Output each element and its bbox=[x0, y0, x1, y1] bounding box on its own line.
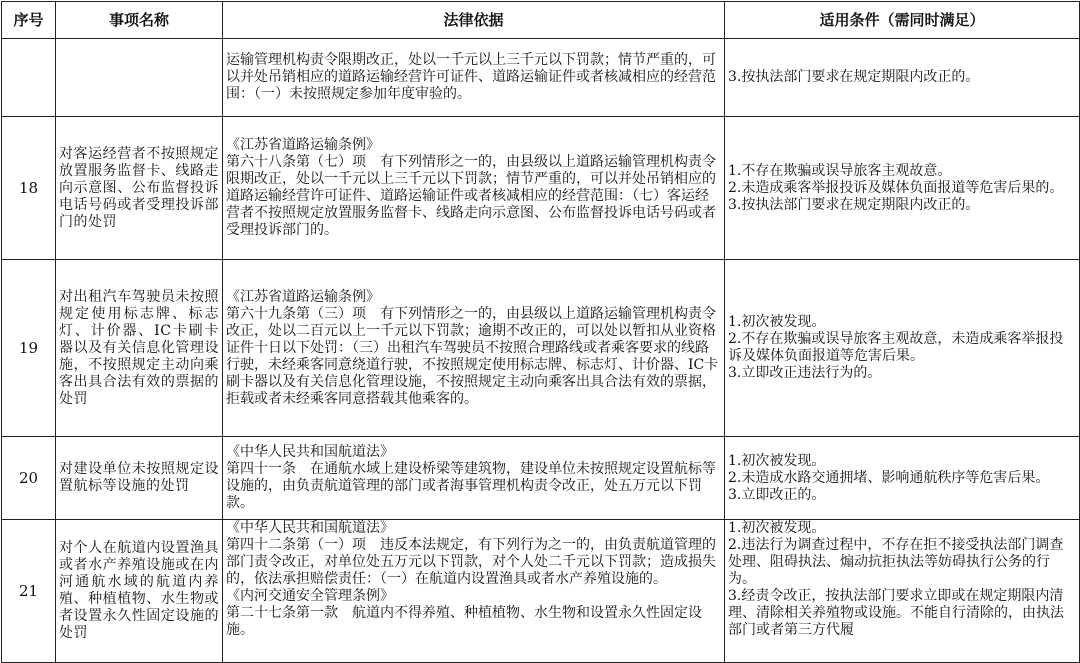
conditions-cell bbox=[725, 260, 1080, 437]
condition-item: 2.未造成水路交通拥堵、影响通航秩序等危害后果。 bbox=[728, 469, 1050, 486]
table-row bbox=[2, 117, 1080, 260]
conditions-cell bbox=[725, 117, 1080, 260]
condition-item: 3.立即改正的。 bbox=[728, 486, 826, 503]
condition-item: 3.经责令改正，按执法部门要求立即或在规定期限内清理、清除相关养殖物或设施。不能自行清除的，由执法部门或者第三方代履 bbox=[728, 588, 1064, 638]
legal-basis-cell bbox=[223, 260, 725, 437]
law-title: 《内河交通安全管理条例》 bbox=[226, 588, 394, 604]
legal-basis-table bbox=[1, 1, 1080, 663]
condition-item: 2.不存在欺骗或误导旅客主观故意，未造成乘客举报投诉及媒体负面报道等危害后果。 bbox=[728, 331, 1064, 364]
condition-item: 1.初次被发现。 bbox=[728, 314, 826, 330]
item-name: 对客运经营者不按照规定放置服务监督卡、线路走向示意图、公布监督投诉电话号码或者受理投诉部门的处罚 bbox=[56, 117, 223, 260]
conditions-cell bbox=[725, 39, 1080, 117]
legal-basis-cell bbox=[223, 39, 725, 117]
condition-item: 2.未造成乘客举报投诉及媒体负面报道等危害后果的。 bbox=[728, 179, 1064, 196]
condition-item: 3.按执法部门要求在规定期限内改正的。 bbox=[728, 69, 980, 85]
conditions-cell bbox=[725, 437, 1080, 520]
legal-basis-cell bbox=[223, 437, 725, 520]
header-legal-basis: 法律依据 bbox=[223, 2, 725, 39]
condition-item: 2.违法行为调查过程中，不存在拒不接受执法部门调查处理、阻碍执法、煽动抗拒执法等妨碍执行公务的行为。 bbox=[728, 537, 1064, 587]
condition-item: 1.初次被发现。 bbox=[728, 520, 826, 536]
table-row bbox=[2, 260, 1080, 437]
condition-item: 3.立即改正违法行为的。 bbox=[728, 365, 882, 381]
table-row bbox=[2, 39, 1080, 117]
legal-basis-text: 第二十七条第一款 航道内不得养殖、种植植物、水生物和设置永久性固定设施。 bbox=[226, 605, 702, 638]
item-name: 对出租汽车驾驶员未按照规定使用标志牌、标志灯、计价器、IC卡刷卡器以及有关信息化管理设施，不按照规定主动向乘客出具合法有效的票据的处罚 bbox=[56, 260, 223, 437]
condition-item: 1.初次被发现。 bbox=[728, 452, 826, 469]
row-number: 21 bbox=[2, 520, 56, 663]
item-name: 对建设单位未按照规定设置航标等设施的处罚 bbox=[56, 437, 223, 520]
table-row bbox=[2, 437, 1080, 520]
row-number: 18 bbox=[2, 117, 56, 260]
header-conditions: 适用条件（需同时满足） bbox=[725, 2, 1080, 39]
legal-basis-text: 运输管理机构责令限期改正，处以一千元以上三千元以下罚款；情节严重的，可以并处吊销相应的道路运输经营许可证件、道路运输证件或者核减相应的经营范围：（一）未按照规定参加年度审验的。 bbox=[226, 52, 716, 102]
legal-basis-text: 第四十二条第（一）项 违反本法规定，有下列行为之一的，由负责航道管理的部门责令改正，对单位处五万元以下罚款，对个人处二千元以下罚款；造成损失的，依法承担赔偿责任：（一）在航道内设置渔具或者水产养殖设施的。 bbox=[226, 537, 716, 587]
conditions-cell bbox=[725, 520, 1080, 663]
legal-basis-text: 第四十一条 在通航水域上建设桥梁等建筑物，建设单位未按照规定设置航标等设施的，由负责航道管理的部门或者海事管理机构责令改正，处五万元以下罚款。 bbox=[226, 461, 716, 511]
law-title: 《中华人民共和国航道法》 bbox=[226, 444, 394, 460]
header-serial-number: 序号 bbox=[2, 2, 56, 39]
item-name: 对个人在航道内设置渔具或者水产养殖设施或在内河通航水域的航道内养殖、种植植物、水生物或者设置永久性固定设施的处罚 bbox=[56, 520, 223, 663]
legal-basis-text: 第六十八条第（七）项 有下列情形之一的，由县级以上道路运输管理机构责令限期改正，处以一千元以上三千元以下罚款；情节严重的，可以并处吊销相应的道路运输经营许可证件、道路运输证件或者核减相应的经营范围：（七）客运经营者不按照规定放置服务监督卡、线路走向示意图、公布监督投诉电话号码或者受理投诉部门的。 bbox=[226, 154, 716, 238]
header-item-name: 事项名称 bbox=[56, 2, 223, 39]
legal-basis-text: 第六十九条第（三）项 有下列情形之一的，由县级以上道路运输管理机构责令改正，处以二百元以上一千元以下罚款；逾期不改正的，可以处以暂扣从业资格证件十日以下处罚：（三）出租汽车驾驶员不按照合理路线或者乘客要求的线路行驶，未经乘客同意绕道行驶，不按照规定使用标志牌、标志灯、计价器、IC卡刷卡器以及有关信息化管理设施，不按照规定主动向乘客出具合法有效的票据，拒载或者未经乘客同意搭载其他乘客的。 bbox=[226, 305, 719, 407]
condition-item: 3.按执法部门要求在规定期限内改正的。 bbox=[728, 196, 980, 213]
law-title: 《江苏省道路运输条例》 bbox=[226, 137, 380, 153]
legal-basis-cell bbox=[223, 520, 725, 663]
row-number: 19 bbox=[2, 260, 56, 437]
condition-item: 1.不存在欺骗或误导旅客主观故意。 bbox=[728, 162, 952, 179]
row-number: 20 bbox=[2, 437, 56, 520]
law-title: 《中华人民共和国航道法》 bbox=[226, 520, 394, 536]
item-name bbox=[56, 39, 223, 117]
legal-basis-cell bbox=[223, 117, 725, 260]
table-header-row bbox=[2, 2, 1080, 39]
law-title: 《江苏省道路运输条例》 bbox=[226, 288, 380, 305]
table-row bbox=[2, 520, 1080, 663]
row-number bbox=[2, 39, 56, 117]
